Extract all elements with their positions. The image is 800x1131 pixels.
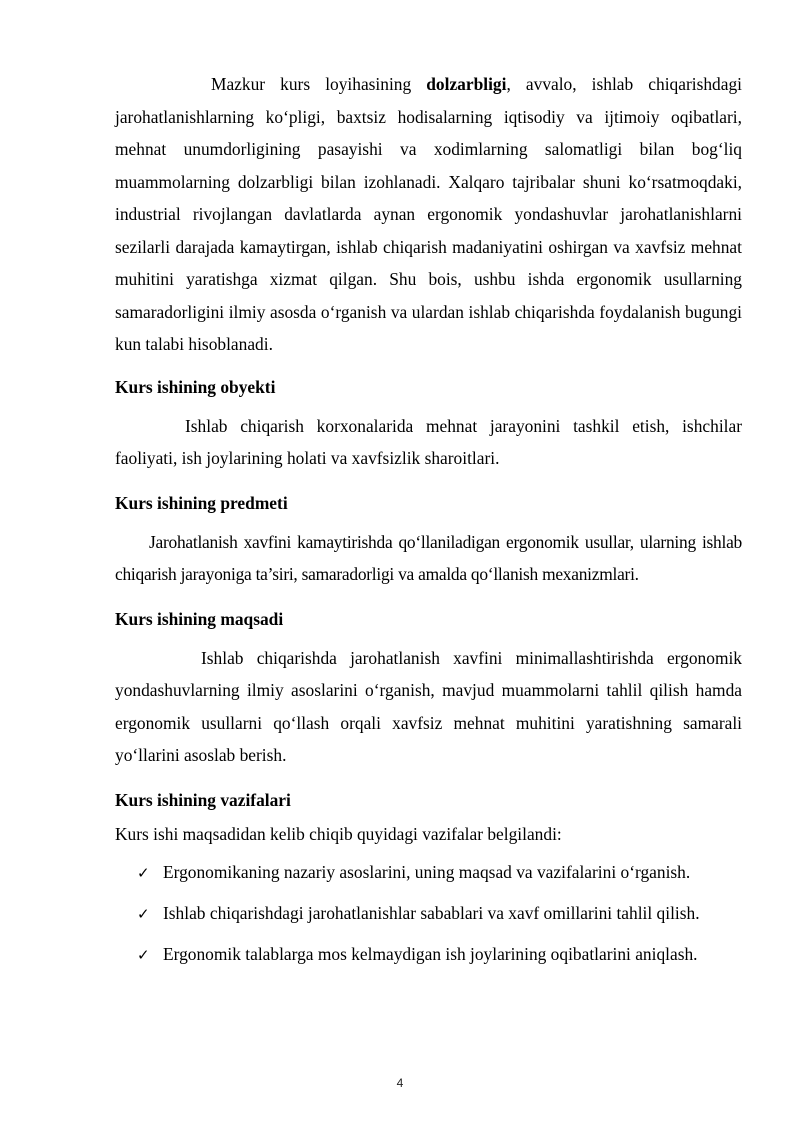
goal-paragraph: Ishlab chiqarishda jarohatlanish xavfini minimallashtirishda ergonomik yondashuvlarning ilmiy asoslarini oʻrganish, mavjud muammolarni tahlil qilish hamda ergonomik usullarni qoʻllash orqali xavfsiz mehnat muhitini yaratishning samarali yoʻllarini asoslab berish. xyxy=(115,647,742,765)
subject-paragraph: Jarohatlanish xavfini kamaytirishda qoʻllaniladigan ergonomik usullar, ularning ishlab chiqarish jarayoniga ta’siri, samaradorligi va amalda qoʻllanish mexanizmlari. xyxy=(115,531,742,584)
checkmark-icon: ✓ xyxy=(137,945,150,964)
relevance-paragraph xyxy=(115,68,742,361)
relevance-text-start: Mazkur kurs loyihasining xyxy=(211,74,427,94)
task-text: Ergonomikaning nazariy asoslarini, uning maqsad va vazifalarini oʻrganish. xyxy=(163,861,691,882)
tasks-intro: Kurs ishi maqsadidan kelib chiqib quyidagi vazifalar belgilandi: xyxy=(115,823,562,844)
relevance-text-rest: , avvalo, ishlab chiqarishdagi jarohatlanishlarning koʻpligi, baxtsiz hodisalarning iqtisodiy va ijtimoiy oqibatlari, mehnat unumdorligining pasayishi va xodimlarning salomatligi bilan bogʻliq muammolarning dolzarbligi bilan izohlanadi. Xalqaro tajribalar shuni koʻrsatmoqdaki, industrial rivojlangan davlatlarda aynan ergonomik yondashuvlar jarohatlanishlarni sezilarli darajada kamaytirgan, ishlab chiqarish madaniyatini oshirgan va xavfsiz mehnat muhitini yaratishga xizmat qilgan. Shu bois, ushbu ishda ergonomik usullarning samaradorligini ilmiy asosda oʻrganish va ulardan ishlab chiqarishda foydalanish bugungi kun talabi hisoblanadi. xyxy=(115,74,742,354)
object-heading: Kurs ishining obyekti xyxy=(115,376,276,397)
goal-heading: Kurs ishining maqsadi xyxy=(115,608,284,629)
page-number: 4 xyxy=(396,1076,404,1090)
task-item xyxy=(137,902,742,925)
relevance-keyword: dolzarbligi xyxy=(426,74,507,94)
task-item xyxy=(137,861,742,884)
task-text: Ergonomik talablarga mos kelmaydigan ish joylarining oqibatlarini aniqlash. xyxy=(163,943,698,964)
checkmark-icon: ✓ xyxy=(137,904,150,923)
subject-heading: Kurs ishining predmeti xyxy=(115,492,288,513)
tasks-heading: Kurs ishining vazifalari xyxy=(115,789,291,810)
document-body xyxy=(115,68,742,984)
checkmark-icon: ✓ xyxy=(137,863,150,882)
object-paragraph: Ishlab chiqarish korxonalarida mehnat jarayonini tashkil etish, ishchilar faoliyati, ish joylarining holati va xavfsizlik sharoitlari. xyxy=(115,415,742,468)
tasks-list xyxy=(115,861,742,966)
task-item xyxy=(137,943,742,966)
task-text: Ishlab chiqarishdagi jarohatlanishlar sabablari va xavf omillarini tahlil qilish. xyxy=(163,902,700,923)
